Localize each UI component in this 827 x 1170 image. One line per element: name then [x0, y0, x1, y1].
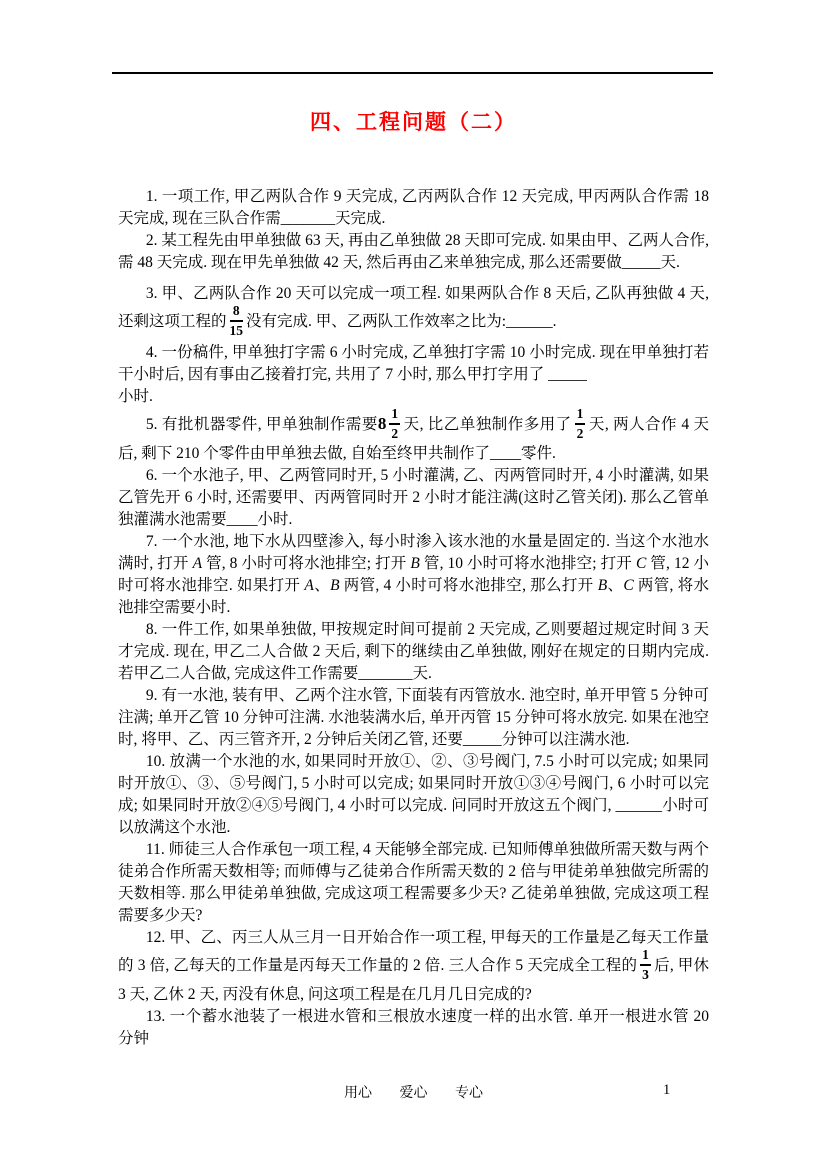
- problem-text: 13. 一个蓄水池装了一根进水管和三根放水速度一样的出水管. 单开一根进水管 20 分钟: [118, 1008, 709, 1048]
- problem-text: 后, 甲休 3 天, 乙休 2 天, 丙没有休息, 问这项工程是在几月几日完成的?: [118, 957, 709, 1004]
- problem-text: 两管, 将水池排空需要小时.: [118, 577, 709, 617]
- footer-word: 用心: [344, 1086, 372, 1101]
- mixed-number-whole: 8: [377, 414, 387, 434]
- problem-text: 、: [313, 577, 331, 595]
- problem-text: 2. 某工程先由甲单独做 63 天, 再由乙单独做 28 天即可完成. 如果由甲、乙两人合作, 需 48 天完成. 现在甲先单独做 42 天, 然后再由乙来单独完成, 那么还需要做_____天.: [118, 232, 709, 271]
- fraction: $\frac{1}{3}$: [642, 947, 649, 982]
- footer-word: 专心: [455, 1086, 483, 1101]
- fraction: $\frac{8}{15}$: [229, 303, 244, 338]
- problem-7: [118, 531, 709, 619]
- problem-text: 9. 有一水池, 装有甲、乙两个注水管, 下面装有丙管放水. 池空时, 单开甲管 5 分钟可注满; 单开乙管 10 分钟可注满. 水池装满水后, 单开丙管 15 分钟可将水放完. 如果在池空时, 将甲、乙、丙三管齐开, 2 分钟后关闭乙管, 还要_____分钟可以注满水池.: [118, 687, 709, 749]
- footer-word: 爱心: [399, 1086, 428, 1101]
- problem-text: 天, 两人合作 4 天后, 剩下 210 个零件由甲单独去做, 自始至终甲共制作了____零件.: [118, 416, 709, 463]
- problem-text: 11. 师徒三人合作承包一项工程, 4 天能够全部完成. 已知师傅单独做所需天数与两个徒弟合作所需天数相等; 而师傅与乙徒弟合作所需天数的 2 倍与甲徒弟单独做完所需的天数相等. 那么甲徒弟单独做, 完成这项工程需要多少天? 乙徒弟单独做, 完成这项工程需要多少天?: [118, 841, 709, 925]
- problem-2: [118, 230, 709, 274]
- problem-5: [118, 408, 709, 465]
- problem-12: [118, 927, 709, 1006]
- header-rule: [112, 72, 713, 74]
- problem-text: 8. 一件工作, 如果单独做, 甲按规定时间可提前 2 天完成, 乙则要超过规定时间 3 天才完成. 现在, 甲乙二人合做 2 天后, 剩下的继续由乙单独做, 刚好在规定的日期内完成. 若甲乙二人合做, 完成这件工作需要_______天.: [118, 621, 709, 683]
- problems-list: [118, 186, 709, 1050]
- problem-text: 10. 放满一个水池的水, 如果同时开放①、②、③号阀门, 7.5 小时可以完成; 如果同时开放①、③、⑤号阀门, 5 小时可以完成; 如果同时开放①③④号阀门, 6 小时可以完成; 如果同时开放②④⑤号阀门, 4 小时可以完成. 问同时开放这五个阀门, ______小时可以放满这个水池.: [118, 753, 709, 837]
- page-title: 四、工程问题（二）: [310, 110, 517, 134]
- problem-9: [118, 685, 709, 751]
- problem-text: 管, 8 小时可将水池排空; 打开: [202, 555, 411, 573]
- problem-text: 1. 一项工作, 甲乙两队合作 9 天完成, 乙丙两队合作 12 天完成, 甲丙两队合作需 18 天完成, 现在三队合作需_______天完成.: [118, 188, 709, 227]
- problem-6: [118, 465, 709, 531]
- problem-text: 小时.: [118, 388, 153, 406]
- variable-letter: A: [304, 577, 314, 595]
- problem-text: 5. 有批机器零件, 甲单独制作需要: [145, 416, 378, 434]
- problem-text: 7. 一个水池, 地下水从四壁渗入, 每小时渗入该水池的水量是固定的. 当这个水池水满时, 打开: [118, 533, 709, 573]
- variable-letter: C: [636, 555, 647, 573]
- problem-8: [118, 619, 709, 685]
- variable-letter: A: [192, 555, 203, 573]
- problem-10: [118, 751, 709, 839]
- problem-text: 3. 甲、乙两队合作 20 天可以完成一项工程. 如果两队合作 8 天后, 乙队再独做 4 天, 还剩这项工程的: [118, 285, 709, 331]
- problem-text: 没有完成. 甲、乙两队工作效率之比为:______.: [246, 313, 557, 331]
- problem-13: [118, 1006, 709, 1050]
- problem-11: [118, 839, 709, 927]
- problem-text: 12. 甲、乙、丙三人从三月一日开始合作一项工程, 甲每天的工作量是乙每天工作量的 3 倍, 乙每天的工作量是丙每天工作量的 2 倍. 三人合作 5 天完成全工程的: [118, 929, 709, 975]
- variable-letter: B: [597, 577, 608, 595]
- problem-text: 天, 比乙单独制作多用了: [403, 416, 572, 434]
- problem-text: 、: [607, 577, 624, 595]
- page-number: 1: [663, 1082, 671, 1098]
- problem-text: 6. 一个水池子, 甲、乙两管同时开, 5 小时灌满, 乙、丙两管同时开, 4 小时灌满, 如果乙管先开 6 小时, 还需要甲、丙两管同时开 2 小时才能注满(这时乙管关闭). 那么乙管单独灌满水池需要____小时.: [118, 467, 709, 529]
- variable-letter: B: [410, 555, 420, 573]
- problem-text: 4. 一份稿件, 甲单独打字需 6 小时完成, 乙单独打字需 10 小时完成. 现在甲单独打若干小时后, 因有事由乙接着打完, 共用了 7 小时, 那么甲打字用了 _____: [118, 344, 709, 384]
- fraction: $\frac{1}{2}$: [391, 406, 399, 441]
- fraction: $\frac{1}{2}$: [576, 406, 584, 441]
- variable-letter: C: [623, 577, 634, 595]
- problem-1: [118, 186, 709, 230]
- problem-4: [118, 342, 709, 408]
- problem-3: [118, 283, 709, 340]
- problem-text: 管, 12 小时可将水池排空. 如果打开: [118, 555, 709, 595]
- variable-letter: B: [330, 577, 340, 595]
- problem-text: 两管, 4 小时可将水池排空, 那么打开: [339, 577, 598, 595]
- problem-text: 管, 10 小时可将水池排空; 打开: [419, 555, 636, 573]
- footer: [118, 1082, 709, 1102]
